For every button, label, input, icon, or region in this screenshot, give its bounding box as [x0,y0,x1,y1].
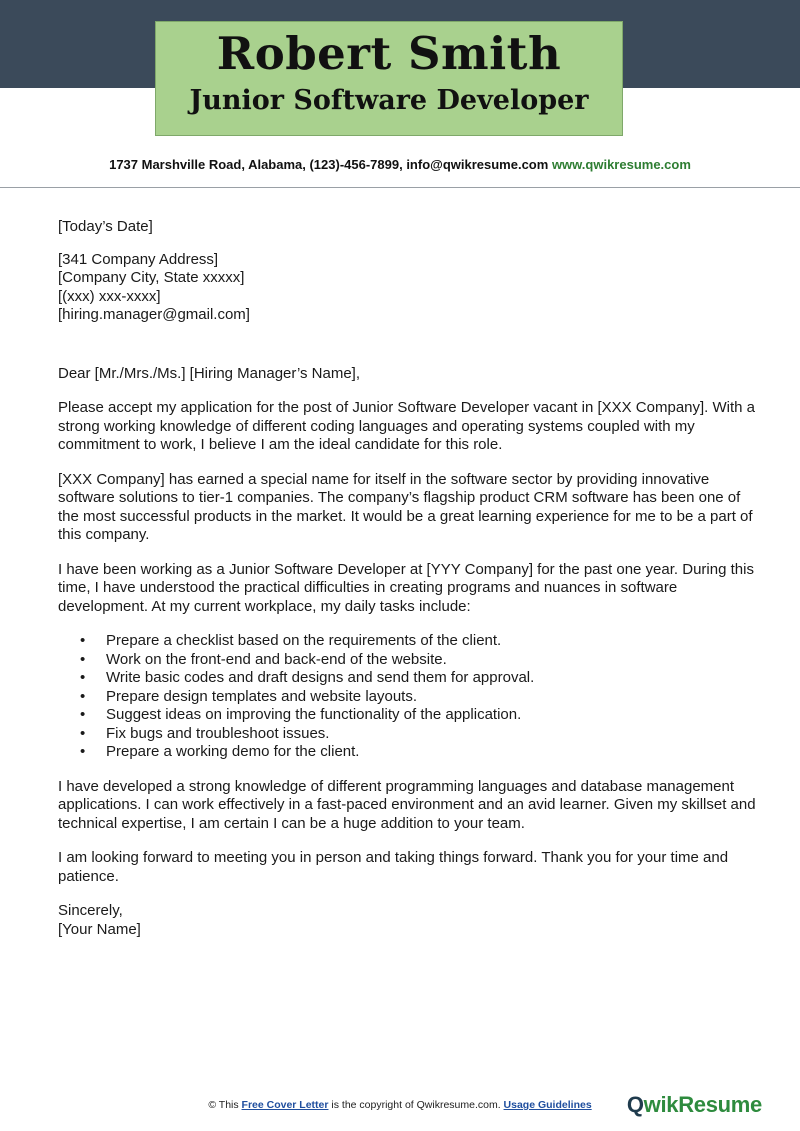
paragraph-company: [XXX Company] has earned a special name for itself in the software sector by providing innovative software solutions to tier-1 companies. The company’s flagship product CRM software has been one of the most successful products in the market. It would be a great learning experience for me to be a part of this company. [58,470,753,543]
footer-middle: is the copyright of Qwikresume.com. [328,1099,504,1111]
paragraph-skills: I have developed a strong knowledge of different programming languages and database management applications. I can work effectively in a fast-paced environment and an avid learner. Given my skillset and technical expertise, I am certain I can be a huge addition to your team. [58,777,756,832]
free-cover-letter-link[interactable]: Free Cover Letter [241,1099,329,1111]
list-item: • Work on the front-end and back-end of the website. [80,651,758,670]
website-link[interactable]: www.qwikresume.com [551,157,691,172]
usage-guidelines-link[interactable]: Usage Guidelines [503,1099,592,1111]
letter-body [58,218,758,939]
address-line: [hiring.manager@gmail.com] [58,306,250,323]
list-item: • Fix bugs and troubleshoot issues. [80,725,758,744]
address-line: [(xxx) xxx-xxxx] [58,287,161,305]
salutation: Dear [Mr./Mrs./Ms.] [Hiring Manager’s Name], [58,364,361,382]
list-item: • Prepare a working demo for the client. [80,743,758,762]
paragraph-intro: Please accept my application for the post of Junior Software Developer vacant in [XXX Company]. With a strong working knowledge of different coding languages and operating systems coupled with my commitment to work, I believe I am the ideal candidate for this role. [58,399,756,453]
signature: [Your Name] [58,920,141,938]
header-divider [0,187,800,188]
closing: Sincerely, [58,902,123,919]
name-box [155,21,623,136]
qwikresume-logo[interactable] [627,1092,762,1118]
letter-date: [Today’s Date] [58,218,153,235]
candidate-name: Robert Smith [216,27,562,80]
logo-q: Q [626,1092,644,1117]
paragraph-experience: I have been working as a Junior Software Developer at [YYY Company] for the past one year. During this time, I have understood the practical difficulties in creating programs and nuances in software development. At my current workplace, my daily tasks include: [58,560,754,615]
list-item: • Suggest ideas on improving the functionality of the application. [80,706,758,725]
task-list [80,632,758,762]
address-line: [341 Company Address] [58,250,219,268]
address-line: [Company City, State xxxxx] [58,269,245,286]
paragraph-closing: I am looking forward to meeting you in person and taking things forward. Thank you for your time and patience. [58,849,729,885]
contact-line [0,157,800,172]
list-item: • Prepare design templates and website layouts. [80,688,758,707]
job-title: Junior Software Developer [189,85,589,116]
list-item: • Write basic codes and draft designs and send them for approval. [80,669,758,688]
contact-details: 1737 Marshville Road, Alabama, (123)-456-7899, info@qwikresume.com [109,157,549,172]
list-item: • Prepare a checklist based on the requirements of the client. [80,632,758,651]
logo-text: wikResume [643,1092,762,1117]
footer-prefix: © This [208,1099,242,1111]
